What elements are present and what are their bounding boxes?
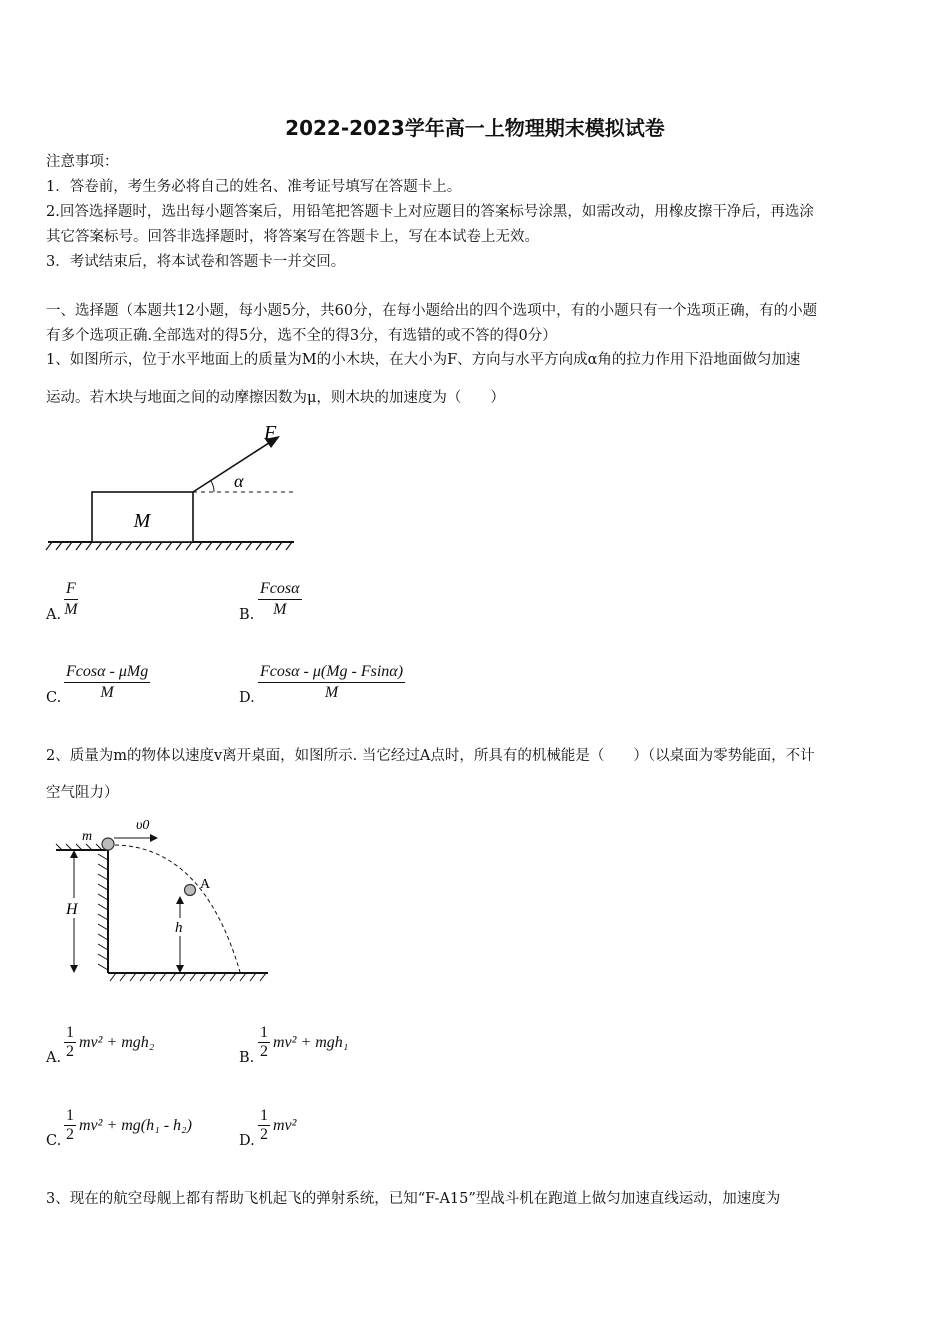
half-num: 1	[260, 1024, 268, 1041]
q1-option-d-num: Fcosα - μ(Mg - Fsinα)	[258, 663, 405, 683]
notice-heading: 注意事项：	[46, 154, 119, 170]
q1-option-c-den: M	[100, 684, 114, 701]
height-H-label: H	[66, 901, 78, 918]
notice-item-2b: 其它答案标号。回答非选择题时，将答案写在答题卡上，写在本试卷上无效。	[46, 229, 539, 245]
section-instructions-1: 一、选择题（本题共12小题，每小题5分，共60分，在每小题给出的四个选项中，有的小题只有一个选项正确，有的小题	[46, 303, 818, 319]
q2-option-d[interactable]	[258, 1107, 296, 1144]
velocity-label: υ0	[136, 818, 150, 833]
block-label: M	[133, 510, 151, 532]
q1-option-d-label: D.	[239, 690, 255, 706]
q1-option-a-num: F	[64, 580, 78, 600]
q2-option-c-expr: mv² + mg(h₁ - h₂)	[79, 1116, 192, 1134]
half-num: 1	[66, 1107, 74, 1124]
force-label: F	[264, 422, 277, 444]
q1-option-d[interactable]	[258, 663, 405, 702]
q1-option-b[interactable]	[258, 580, 302, 619]
q2-figure	[52, 812, 277, 992]
height-h-label: h	[175, 920, 183, 936]
q1-stem-line1: 1、如图所示，位于水平地面上的质量为M的小木块，在大小为F、方向与水平方向成α角的拉力作用下沿地面做匀加速	[46, 352, 801, 368]
q2-stem-line2: 空气阻力）	[46, 785, 119, 801]
q2-option-c[interactable]	[64, 1107, 192, 1144]
q1-option-a-label: A.	[46, 607, 62, 623]
q1-option-b-label: B.	[239, 607, 255, 623]
q2-option-c-label: C.	[46, 1133, 62, 1149]
q2-option-a-expr: mv² + mgh₂	[79, 1033, 155, 1051]
ball-a	[185, 885, 196, 896]
q1-option-a[interactable]	[64, 580, 78, 619]
q1-option-b-den: M	[273, 601, 287, 618]
half-den: 2	[260, 1126, 268, 1143]
page-title: 2022-2023学年高一上物理期末模拟试卷	[285, 116, 665, 140]
q2-option-b-label: B.	[239, 1050, 255, 1066]
q2-option-b-expr: mv² + mgh₁	[273, 1033, 349, 1051]
half-den: 2	[260, 1043, 268, 1060]
q1-option-d-den: M	[324, 684, 339, 701]
trajectory	[108, 845, 240, 972]
q2-option-b[interactable]	[258, 1024, 348, 1061]
half-num: 1	[66, 1024, 74, 1041]
q1-figure	[44, 415, 304, 555]
force-arrow	[193, 441, 272, 492]
q1-option-c-num: Fcosα - μMg	[64, 663, 150, 683]
q1-option-c-label: C.	[46, 690, 62, 706]
half-den: 2	[66, 1043, 74, 1060]
angle-label: α	[234, 471, 244, 491]
section-instructions-2: 有多个选项正确.全部选对的得5分，选不全的得3分，有选错的或不答的得0分）	[46, 328, 557, 344]
point-a-label: A	[200, 877, 211, 892]
q1-option-c[interactable]	[64, 663, 150, 702]
q1-option-a-den: M	[64, 601, 78, 618]
q1-stem-line2: 运动。若木块与地面之间的动摩擦因数为μ，则木块的加速度为（ ）	[46, 390, 505, 406]
ball-start	[102, 838, 114, 850]
q1-option-b-num: Fcosα	[258, 580, 302, 600]
q2-option-a[interactable]	[64, 1024, 154, 1061]
q2-option-d-expr: mv²	[273, 1116, 297, 1134]
notice-item-3: 3．考试结束后，将本试卷和答题卡一并交回。	[46, 254, 346, 270]
q2-option-a-label: A.	[46, 1050, 62, 1066]
q3-stem-line1: 3、现在的航空母舰上都有帮助飞机起飞的弹射系统，已知“F-A15”型战斗机在跑道上做匀加速直线运动，加速度为	[46, 1191, 781, 1207]
notice-item-1: 1．答卷前，考生务必将自己的姓名、准考证号填写在答题卡上。	[46, 179, 462, 195]
half-den: 2	[66, 1126, 74, 1143]
q2-stem-line1: 2、质量为m的物体以速度v离开桌面，如图所示. 当它经过A点时，所具有的机械能是（ ）（以桌面为零势能面，不计	[46, 748, 815, 764]
mass-label: m	[82, 829, 93, 844]
q2-option-d-label: D.	[239, 1133, 255, 1149]
notice-item-2a: 2.回答选择题时，选出每小题答案后，用铅笔把答题卡上对应题目的答案标号涂黑，如需改动，用橡皮擦干净后，再选涂	[46, 204, 814, 220]
half-num: 1	[260, 1107, 268, 1124]
